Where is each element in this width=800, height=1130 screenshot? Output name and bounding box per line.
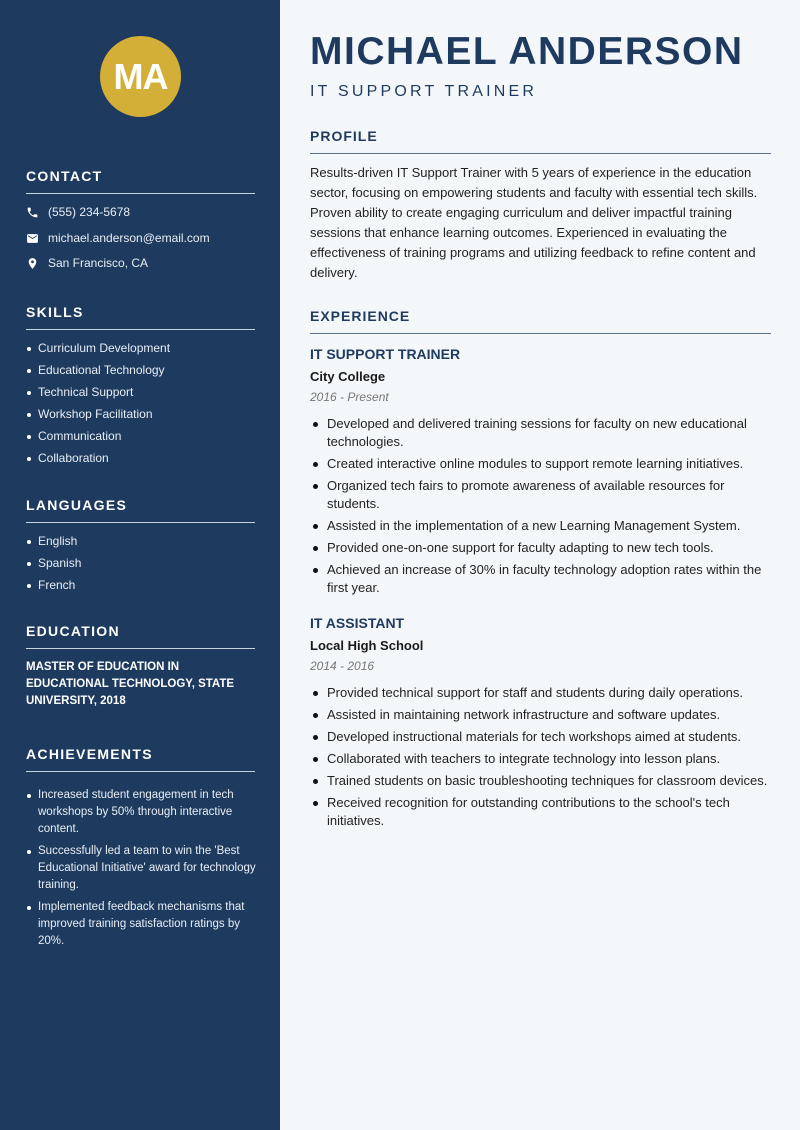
achievements-list [26,787,256,955]
contact-email [26,231,210,245]
email-text: michael.anderson@email.com [48,231,210,245]
job-company: City College [310,369,386,384]
job-bullet: Developed instructional materials for tech workshops aimed at students. [310,728,771,746]
job-title: IT ASSISTANT [310,615,405,631]
sidebar [0,0,280,1130]
job-bullet: Developed and delivered training sessions for faculty on new educational technologies. [310,415,771,451]
skill-item: Communication [26,425,256,447]
candidate-title: IT SUPPORT TRAINER [310,83,538,100]
experience-heading: EXPERIENCE [310,308,771,334]
job-bullet: Assisted in the implementation of a new Learning Management System. [310,517,771,535]
location-text: San Francisco, CA [48,256,149,270]
avatar: MA [100,36,181,117]
profile-heading: PROFILE [310,128,771,154]
contact-heading: CONTACT [26,168,255,194]
candidate-name: MICHAEL ANDERSON [310,30,744,73]
job-bullet: Trained students on basic troubleshooting techniques for classroom devices. [310,772,771,790]
education-degree: MASTER OF EDUCATION IN EDUCATIONAL TECHNOLOGY, STATE UNIVERSITY, 2018 [26,661,235,707]
skill-item: Curriculum Development [26,337,256,359]
job-bullet: Assisted in maintaining network infrastructure and software updates. [310,706,771,724]
job-entry [310,615,771,834]
languages-heading: LANGUAGES [26,497,255,523]
contact-phone [26,205,130,219]
job-bullet: Organized tech fairs to promote awareness of available resources for students. [310,477,771,513]
language-item: French [26,574,256,596]
achievement-item: Successfully led a team to win the 'Best Educational Initiative' award for technology training. [26,843,256,894]
achievements-heading: ACHIEVEMENTS [26,746,255,772]
skills-list [26,337,256,469]
job-bullet: Created interactive online modules to support remote learning initiatives. [310,455,771,473]
language-item: English [26,530,256,552]
languages-list [26,530,256,596]
skill-item: Educational Technology [26,359,256,381]
job-title: IT SUPPORT TRAINER [310,346,461,362]
job-bullet: Received recognition for outstanding contributions to the school's tech initiatives. [310,794,771,830]
phone-text: (555) 234-5678 [48,205,131,219]
skill-item: Collaboration [26,447,256,469]
email-icon [26,232,39,245]
profile-text: Results-driven IT Support Trainer with 5 years of experience in the education sector, focusing on empowering students and faculty with essential tech skills. Proven ability to create engaging curriculum and deliver impactful training sessions that enhance learning outcomes. Experienced in evaluating the effectiveness of training programs and utilizing feedback to refine content and delivery. [310,165,758,280]
job-bullet: Provided one-on-one support for faculty adapting to new tech tools. [310,539,771,557]
education-heading: EDUCATION [26,623,255,649]
skill-item: Workshop Facilitation [26,403,256,425]
job-entry [310,346,771,601]
job-bullets [310,415,771,597]
job-bullets [310,684,771,830]
job-dates: 2014 - 2016 [310,659,375,673]
phone-icon [26,206,39,219]
achievement-item: Implemented feedback mechanisms that improved training satisfaction ratings by 20%. [26,899,256,950]
achievement-item: Increased student engagement in tech workshops by 50% through interactive content. [26,787,256,838]
skill-item: Technical Support [26,381,256,403]
job-company: Local High School [310,638,424,653]
job-bullet: Collaborated with teachers to integrate technology into lesson plans. [310,750,771,768]
language-item: Spanish [26,552,256,574]
skills-heading: SKILLS [26,304,255,330]
job-dates: 2016 - Present [310,390,389,404]
job-bullet: Achieved an increase of 30% in faculty technology adoption rates within the first year. [310,561,771,597]
location-icon [26,257,39,270]
contact-location [26,256,148,270]
job-bullet: Provided technical support for staff and students during daily operations. [310,684,771,702]
